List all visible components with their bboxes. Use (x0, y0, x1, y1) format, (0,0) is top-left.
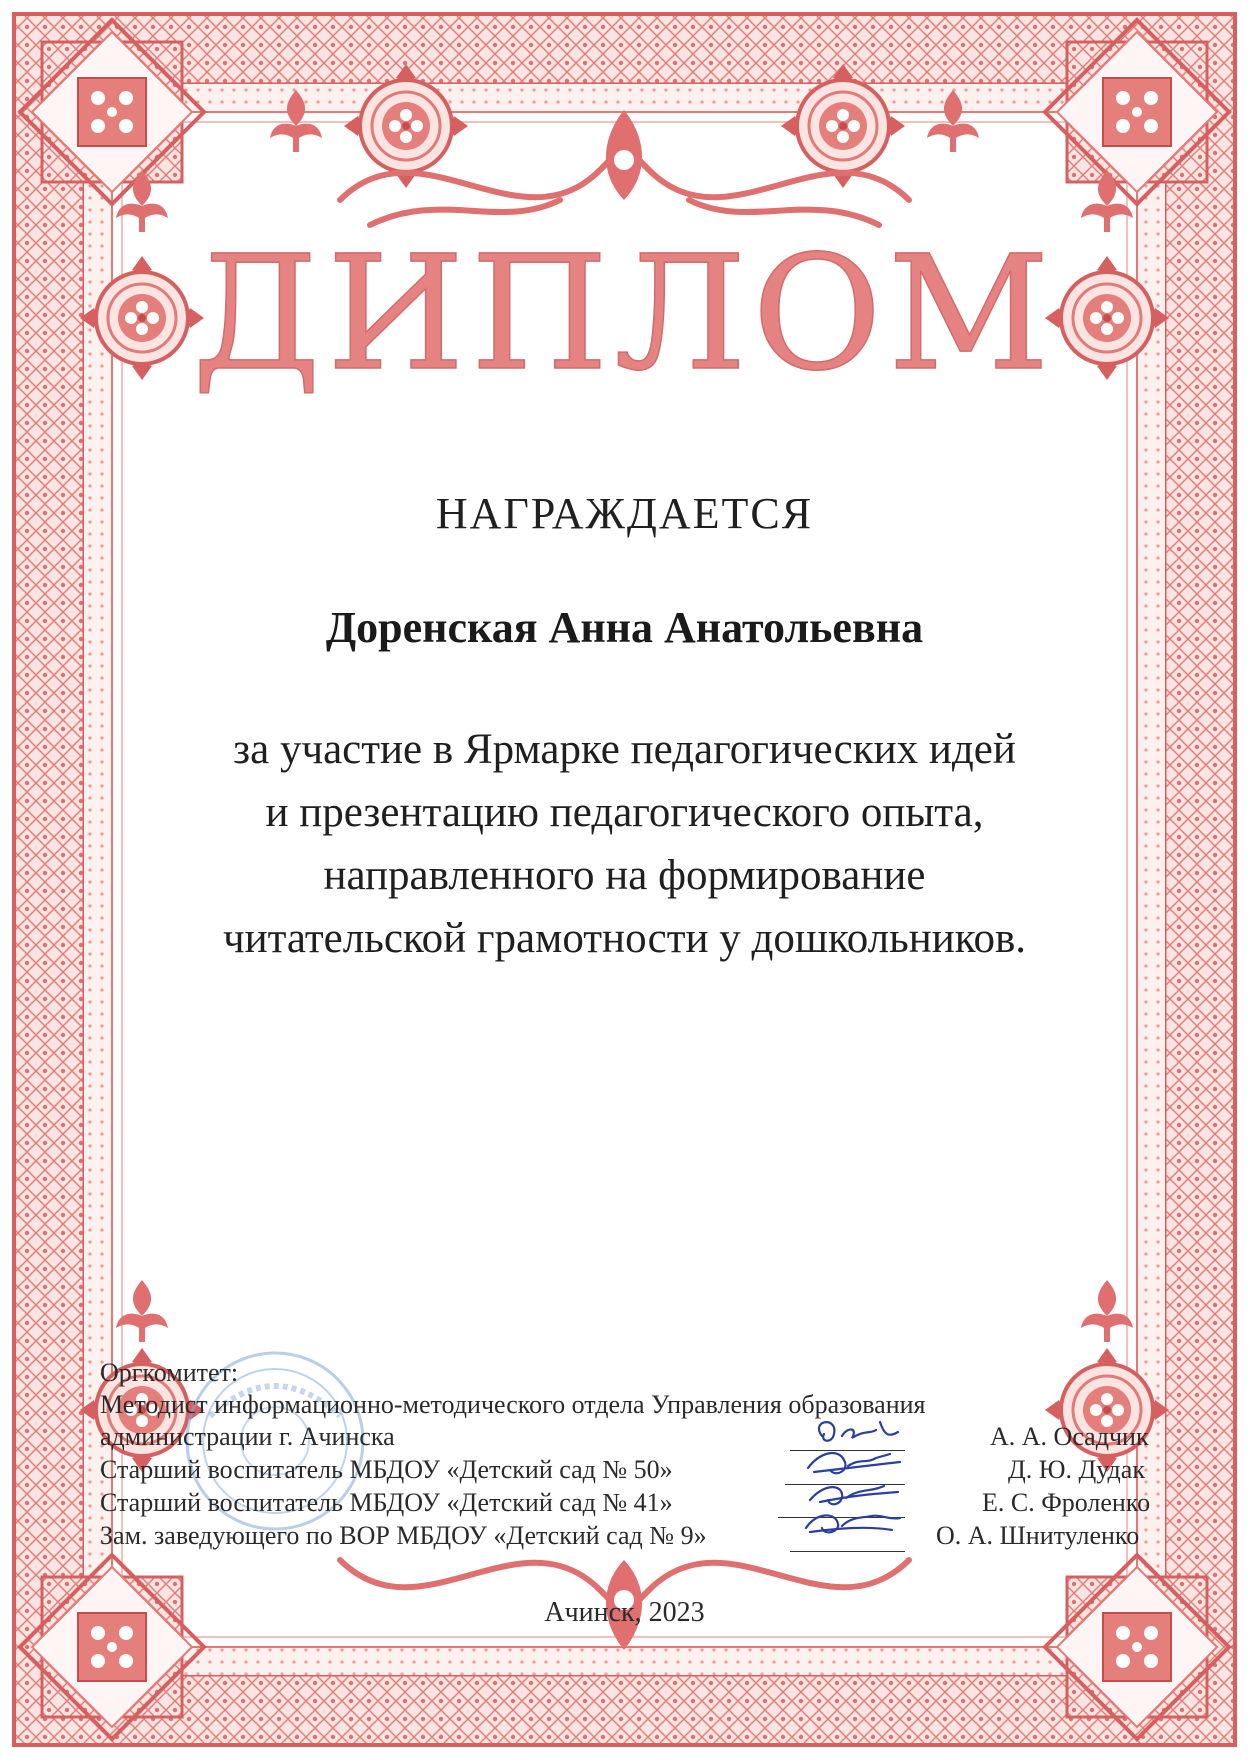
member-2-name: Д. Ю. Дудак (1008, 1455, 1145, 1484)
recipient-name: Доренская Анна Анатольевна (325, 603, 924, 652)
reason-line: читательской грамотности у дошкольников. (222, 915, 1027, 962)
member-4-name: О. А. Шнитуленко (936, 1521, 1140, 1550)
diploma-title: ДИПЛОМ (192, 222, 1056, 406)
award-reason (0, 718, 1249, 970)
reason-line: за участие в Ярмарке педагогических идей (233, 726, 1016, 773)
member-3-name: Е. С. Фроленко (982, 1488, 1151, 1517)
member-1-position-cont: администрации г. Ачинска (100, 1422, 395, 1451)
member-3-position: Старший воспитатель МБДОУ «Детский сад № 41» (100, 1488, 673, 1517)
member-4-position: Зам. заведующего по ВОР МБДОУ «Детский сад № 9» (100, 1521, 707, 1550)
handwritten-signatures (780, 1408, 920, 1558)
city-year: Ачинск, 2023 (544, 1597, 705, 1628)
awarded-label: НАГРАЖДАЕТСЯ (435, 489, 814, 538)
member-2-position: Старший воспитатель МБДОУ «Детский сад № 50» (100, 1455, 673, 1484)
committee-header: Оргкомитет: (100, 1358, 239, 1387)
member-1-name: А. А. Осадчик (990, 1422, 1149, 1451)
member-1-position: Методист информационно-методического отдела Управления образования (100, 1390, 926, 1419)
reason-line: направленного на формирование (323, 852, 926, 899)
reason-line: и презентацию педагогического опыта, (265, 789, 984, 836)
